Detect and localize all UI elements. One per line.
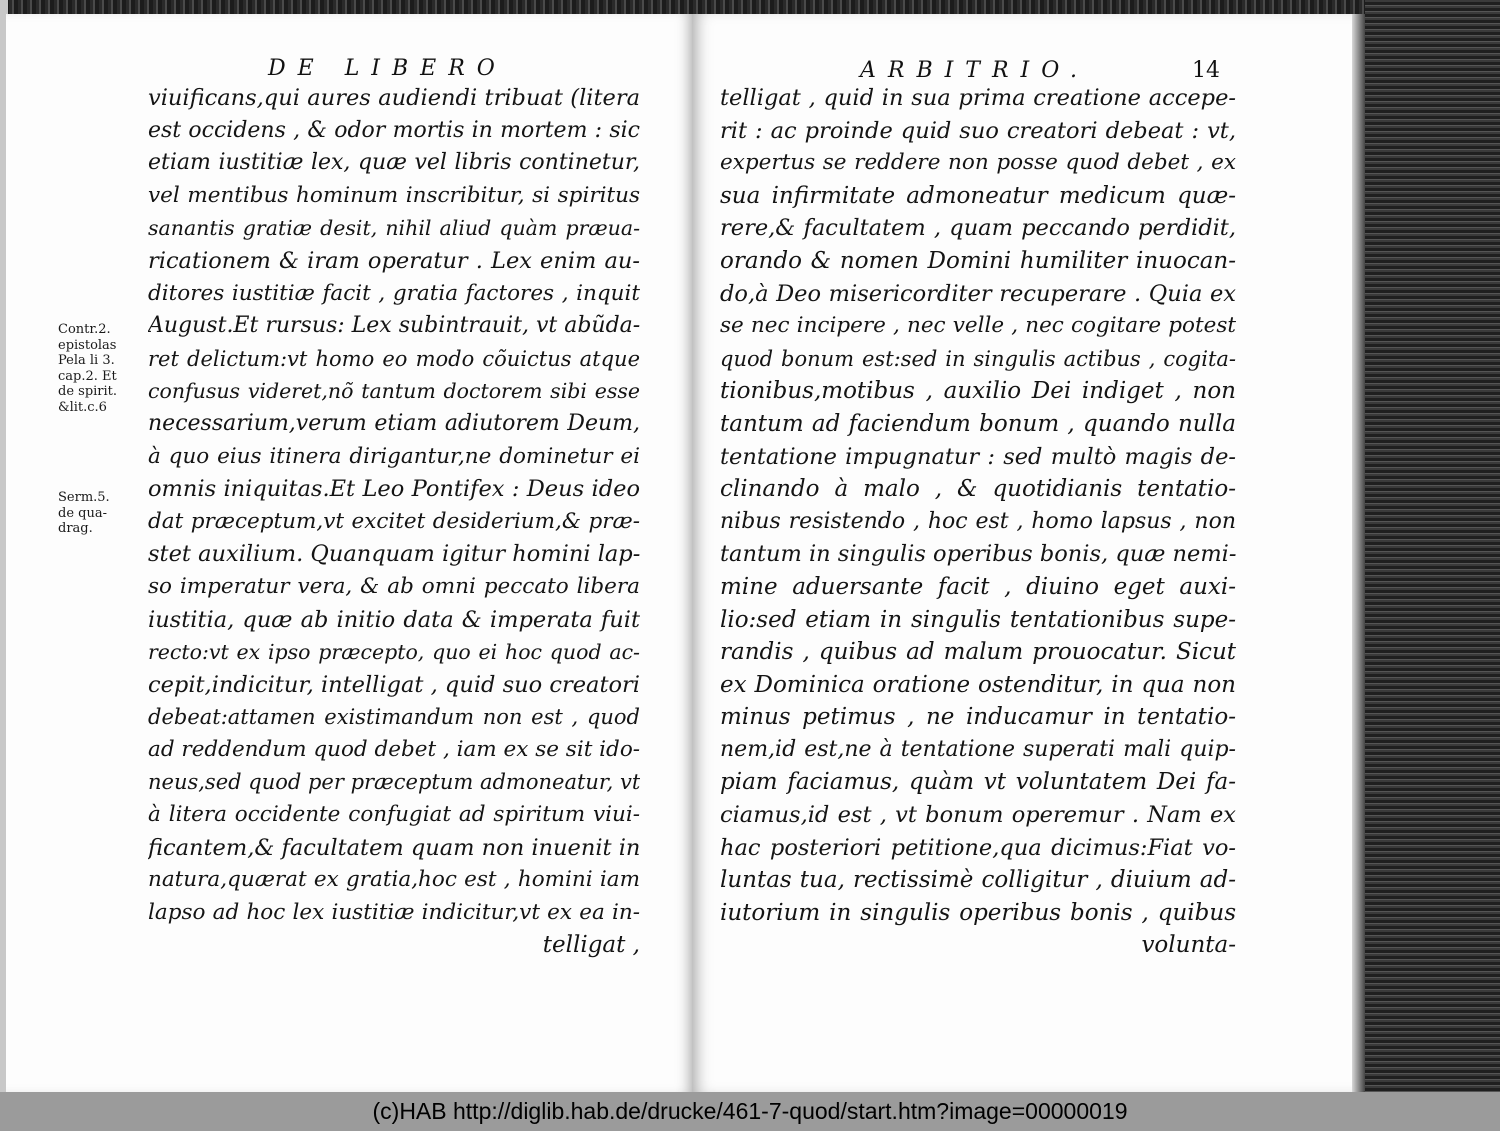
text-line: lapso ad hoc lex iustitiæ indicitur,vt ex ea in- (148, 899, 640, 925)
margin-note-line: de spirit. (58, 384, 118, 399)
text-line: mine aduersante facit , diuino eget auxi- (720, 573, 1236, 600)
text-line: iutorium in singulis operibus bonis , quibus (720, 899, 1236, 926)
left-page-text (148, 82, 640, 962)
text-line: orando & nomen Domini humiliter inuocan- (720, 247, 1236, 274)
text-line: rere,& facultatem , quam peccando perdidit, (720, 215, 1236, 242)
text-line: tantum in singulis operibus bonis, quæ nemi- (720, 541, 1236, 568)
text-line: cepit,indicitur, intelligat , quid suo creatori (148, 671, 640, 698)
text-line: stet auxilium. Quanquam igitur homini lap- (148, 541, 640, 568)
catchword: telligat , (542, 932, 640, 959)
text-line: ciamus,id est , vt bonum operemur . Nam ex (720, 802, 1236, 829)
text-line: à quo eius itinera dirigantur,ne dominetur ei (148, 443, 640, 469)
text-line: quod bonum est:sed in singulis actibus , cogita- (720, 346, 1236, 371)
text-line: ad reddendum quod debet , iam ex se sit ido- (148, 736, 640, 762)
text-line: randis , quibus ad malum prouocatur. Sicut (720, 639, 1236, 666)
left-running-head: DE LIBERO (268, 56, 507, 81)
margin-note-line: Pela li 3. (58, 353, 115, 368)
margin-note-line: drag. (58, 521, 93, 536)
text-line: natura,quærat ex gratia,hoc est , homini iam (148, 867, 640, 893)
margin-note-line: epistolas (58, 337, 117, 353)
text-line: tionibus,motibus , auxilio Dei indiget , non (720, 378, 1236, 405)
text-line: rit : ac proinde quid suo creatori debeat : vt, (720, 117, 1236, 144)
right-page-text (720, 82, 1236, 962)
margin-note-line: Serm.5. (58, 490, 110, 505)
text-line: omnis iniquitas.Et Leo Pontifex : Deus ideo (148, 476, 640, 503)
margin-note-line: &lit.c.6 (58, 399, 107, 415)
text-line: ret delictum:vt homo eo modo cõuictus atque (148, 346, 640, 371)
text-line: sua infirmitate admoneatur medicum quæ- (720, 182, 1236, 209)
text-line: luntas tua, rectissimè colligitur , diuium ad- (720, 867, 1236, 894)
page-number: 14 (1192, 58, 1220, 83)
text-line: ricationem & iram operatur . Lex enim au- (148, 247, 640, 274)
text-line: etiam iustitiæ lex, quæ vel libris continetur, (148, 150, 640, 176)
text-line: nibus resistendo , hoc est , homo lapsus , non (720, 508, 1236, 534)
text-line: do,à Deo misericorditer recuperare . Quia ex (720, 280, 1236, 307)
text-line: à litera occidente confugiat ad spiritum viui- (148, 802, 640, 828)
text-line: tantum ad faciendum bonum , quando nulla (720, 410, 1236, 437)
text-line: necessarium,verum etiam adiutorem Deum, (148, 410, 640, 436)
text-line: ficantem,& facultatem quam non inuenit in (148, 834, 640, 861)
text-line: viuificans,qui aures audiendi tribuat (litera (148, 85, 640, 111)
text-line: minus petimus , ne inducamur in tentatio- (720, 704, 1236, 731)
text-line: hac posteriori petitione,qua dicimus:Fiat vo- (720, 834, 1236, 861)
copyright-url-text: (c)HAB http://diglib.hab.de/drucke/461-7-quod/start.htm?image=00000019 (372, 1098, 1128, 1124)
margin-note-line: Contr.2. (58, 322, 111, 337)
text-line: lio:sed etiam in singulis tentationibus supe- (720, 606, 1236, 633)
text-line: clinando à malo , & quotidianis tentatio- (720, 476, 1236, 503)
text-line: so imperatur vera, & ab omni peccato libera (148, 573, 640, 599)
margin-note-sermo (58, 490, 110, 537)
margin-note-contra-pelagianos (58, 322, 117, 415)
text-line: neus,sed quod per præceptum admoneatur, vt (148, 770, 640, 795)
text-line: debeat:attamen existimandum non est , quod (148, 705, 640, 730)
margin-note-line: cap.2. Et (58, 368, 117, 384)
text-line: vel mentibus hominum inscribitur, si spiritus (148, 182, 640, 208)
text-line: August.Et rursus: Lex subintrauit, vt abũda- (148, 313, 640, 339)
scanner-background-right (1365, 0, 1500, 1092)
text-line: recto:vt ex ipso præcepto, quo ei hoc quod ac- (148, 640, 640, 665)
text-line: nem,id est,ne à tentatione superati mali quip- (720, 736, 1236, 762)
footer-bar (0, 1092, 1500, 1131)
text-line: tentatione impugnatur : sed multò magis de- (720, 443, 1236, 470)
text-line: expertus se reddere non posse quod debet , ex (720, 150, 1236, 176)
text-line: ex Dominica oratione ostenditur, in qua non (720, 671, 1236, 698)
right-running-head: ARBITRIO. (860, 58, 1089, 83)
text-line: dat præceptum,vt excitet desiderium,& præ- (148, 508, 640, 534)
text-line: iustitia, quæ ab initio data & imperata fuit (148, 606, 640, 633)
margin-note-line: de qua- (58, 505, 107, 521)
catchword: volunta- (1141, 932, 1236, 959)
text-line: se nec incipere , nec velle , nec cogitare potest (720, 313, 1236, 339)
text-line: piam faciamus, quàm vt voluntatem Dei fa- (720, 769, 1236, 796)
text-line: telligat , quid in sua prima creatione accepe- (720, 85, 1236, 111)
text-line: ditores iustitiæ facit , gratia factores , inquit (148, 280, 640, 306)
text-line: sanantis gratiæ desit, nihil aliud quàm præua- (148, 216, 640, 241)
page-edge-shadow (1352, 14, 1366, 1092)
text-line: est occidens , & odor mortis in mortem : sic (148, 117, 640, 143)
text-line: confusus videret,nõ tantum doctorem sibi esse (148, 379, 640, 404)
